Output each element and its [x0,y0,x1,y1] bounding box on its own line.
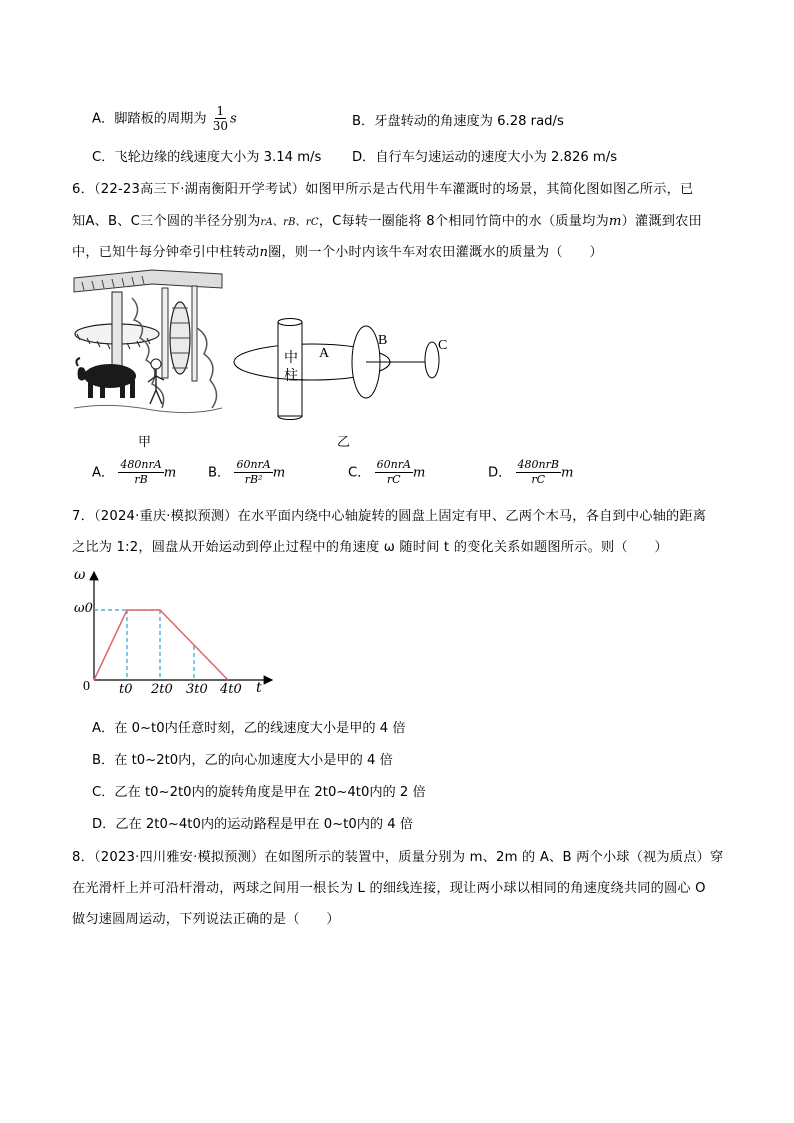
x-axis-label: t [256,680,262,696]
x-tick-2t0: 2t0 [151,682,173,697]
q6-option-c [348,458,425,487]
q7-option-b: B．在 t0~2t0内，乙的向心加速度大小是甲的 4 倍 [92,753,393,768]
fraction [118,458,163,487]
fraction [516,458,561,487]
figure-jia-caption: 甲 [138,435,152,450]
q5-option-a [92,104,237,133]
q6-option-a [92,458,176,487]
fraction [211,104,230,133]
q6-n-symbol: n [259,245,269,260]
q6-stem-line-3 [72,241,603,260]
gear-schematic-diagram [228,310,464,422]
label-circle-a: A [319,346,330,361]
mass-symbol: m [163,465,177,481]
q8-stem-line-2: 在光滑杆上并可沿杆滑动，两球之间用一根长为 L 的细线连接，现让两小球以相同的角速度绕共同的圆心 O [72,881,706,896]
fraction-denominator: 30 [212,119,229,133]
q6-radii-symbols: rA、rB、rC [260,217,319,228]
q7-option-a: A．在 0~t0内任意时刻，乙的线速度大小是甲的 4 倍 [92,721,406,736]
q6-stem-line-1: 6．（22-23高三下·湖南衡阳开学考试）如图甲所示是古代用牛车灌溉时的场景，其简化图如图乙所示，已 [72,182,694,197]
fraction [375,458,413,487]
fraction-numerator: 480nrB [517,458,559,471]
x-tick-3t0: 3t0 [186,682,208,697]
fraction-denominator: rB² [244,473,263,486]
label-circle-b: B [378,333,388,348]
option-letter: D． [488,465,512,481]
q6-stem-text: 圈，则一个小时内该牛车对农田灌溉水的质量为（ ） [268,245,603,260]
q8-stem-line-3: 做匀速圆周运动，下列说法正确的是（ ） [72,912,340,927]
mass-symbol: m [560,465,574,481]
q8-stem-line-1: 8．（2023·四川雅安·模拟预测）在如图所示的装置中，质量分别为 m、2m 的 A、B 两个小球（视为质点）穿 [72,850,724,865]
fraction-numerator: 60nrA [236,458,271,471]
omega-time-graph [72,562,282,700]
unit: s [230,111,237,127]
q7-option-d: D．乙在 2t0~4t0内的运动路程是甲在 0~t0内的 4 倍 [92,817,414,832]
q7-stem-line-1: 7．（2024·重庆·模拟预测）在水平面内绕中心轴旋转的圆盘上固定有甲、乙两个木马，各自到中心轴的距离 [72,509,707,524]
y-tick-omega0: ω0 [74,601,93,616]
mass-symbol: m [272,465,286,481]
option-letter: B． [208,465,231,481]
q6-stem-line-2 [72,210,702,229]
fraction-denominator: rC [386,473,401,486]
option-letter: C． [348,465,371,481]
omega-curve [94,610,228,680]
ox-waterwheel-illustration [72,268,224,424]
q5-option-a-text: A．脚踏板的周期为 [92,111,207,127]
x-tick-4t0: 4t0 [220,682,242,697]
fraction-denominator: rC [531,473,546,486]
fraction-numerator: 480nrA [120,458,162,471]
q6-option-d [488,458,573,487]
label-zhongzhu-1: 中 [284,350,298,366]
q6-stem-text: ，C每转一圈能将 8个相同竹筒中的水（质量均为 [318,214,609,229]
q5-option-d: D．自行车匀速运动的速度大小为 2.826 m/s [352,150,618,165]
option-letter: A． [92,465,115,481]
q5-option-b: B．牙盘转动的角速度为 6.28 rad/s [352,114,564,129]
fraction-numerator: 60nrA [376,458,411,471]
q6-option-b [208,458,285,487]
y-axis-label: ω [74,567,86,583]
label-circle-c: C [438,338,448,353]
q6-stem-text: ）灌溉到农田 [621,214,702,229]
fraction-denominator: rB [134,473,148,486]
q6-stem-text: 知A、B、C三个圆的半径分别为 [72,214,261,229]
q7-option-c: C．乙在 t0~2t0内的旋转角度是甲在 2t0~4t0内的 2 倍 [92,785,426,800]
q6-mass-symbol: m [608,214,622,229]
figure-yi-caption: 乙 [337,435,351,450]
q5-option-c: C．飞轮边缘的线速度大小为 3.14 m/s [92,150,322,165]
fraction-numerator: 1 [216,104,225,118]
label-zhongzhu-2: 柱 [284,368,298,384]
q7-stem-line-2: 之比为 1:2，圆盘从开始运动到停止过程中的角速度 ω 随时间 t 的变化关系如题图所示。则（ ） [72,540,668,555]
fraction [234,458,272,487]
mass-symbol: m [412,465,426,481]
q6-stem-text: 中，已知牛每分钟牵引中柱转动 [72,245,260,260]
x-tick-t0: t0 [119,682,133,697]
origin-label: 0 [83,679,90,694]
